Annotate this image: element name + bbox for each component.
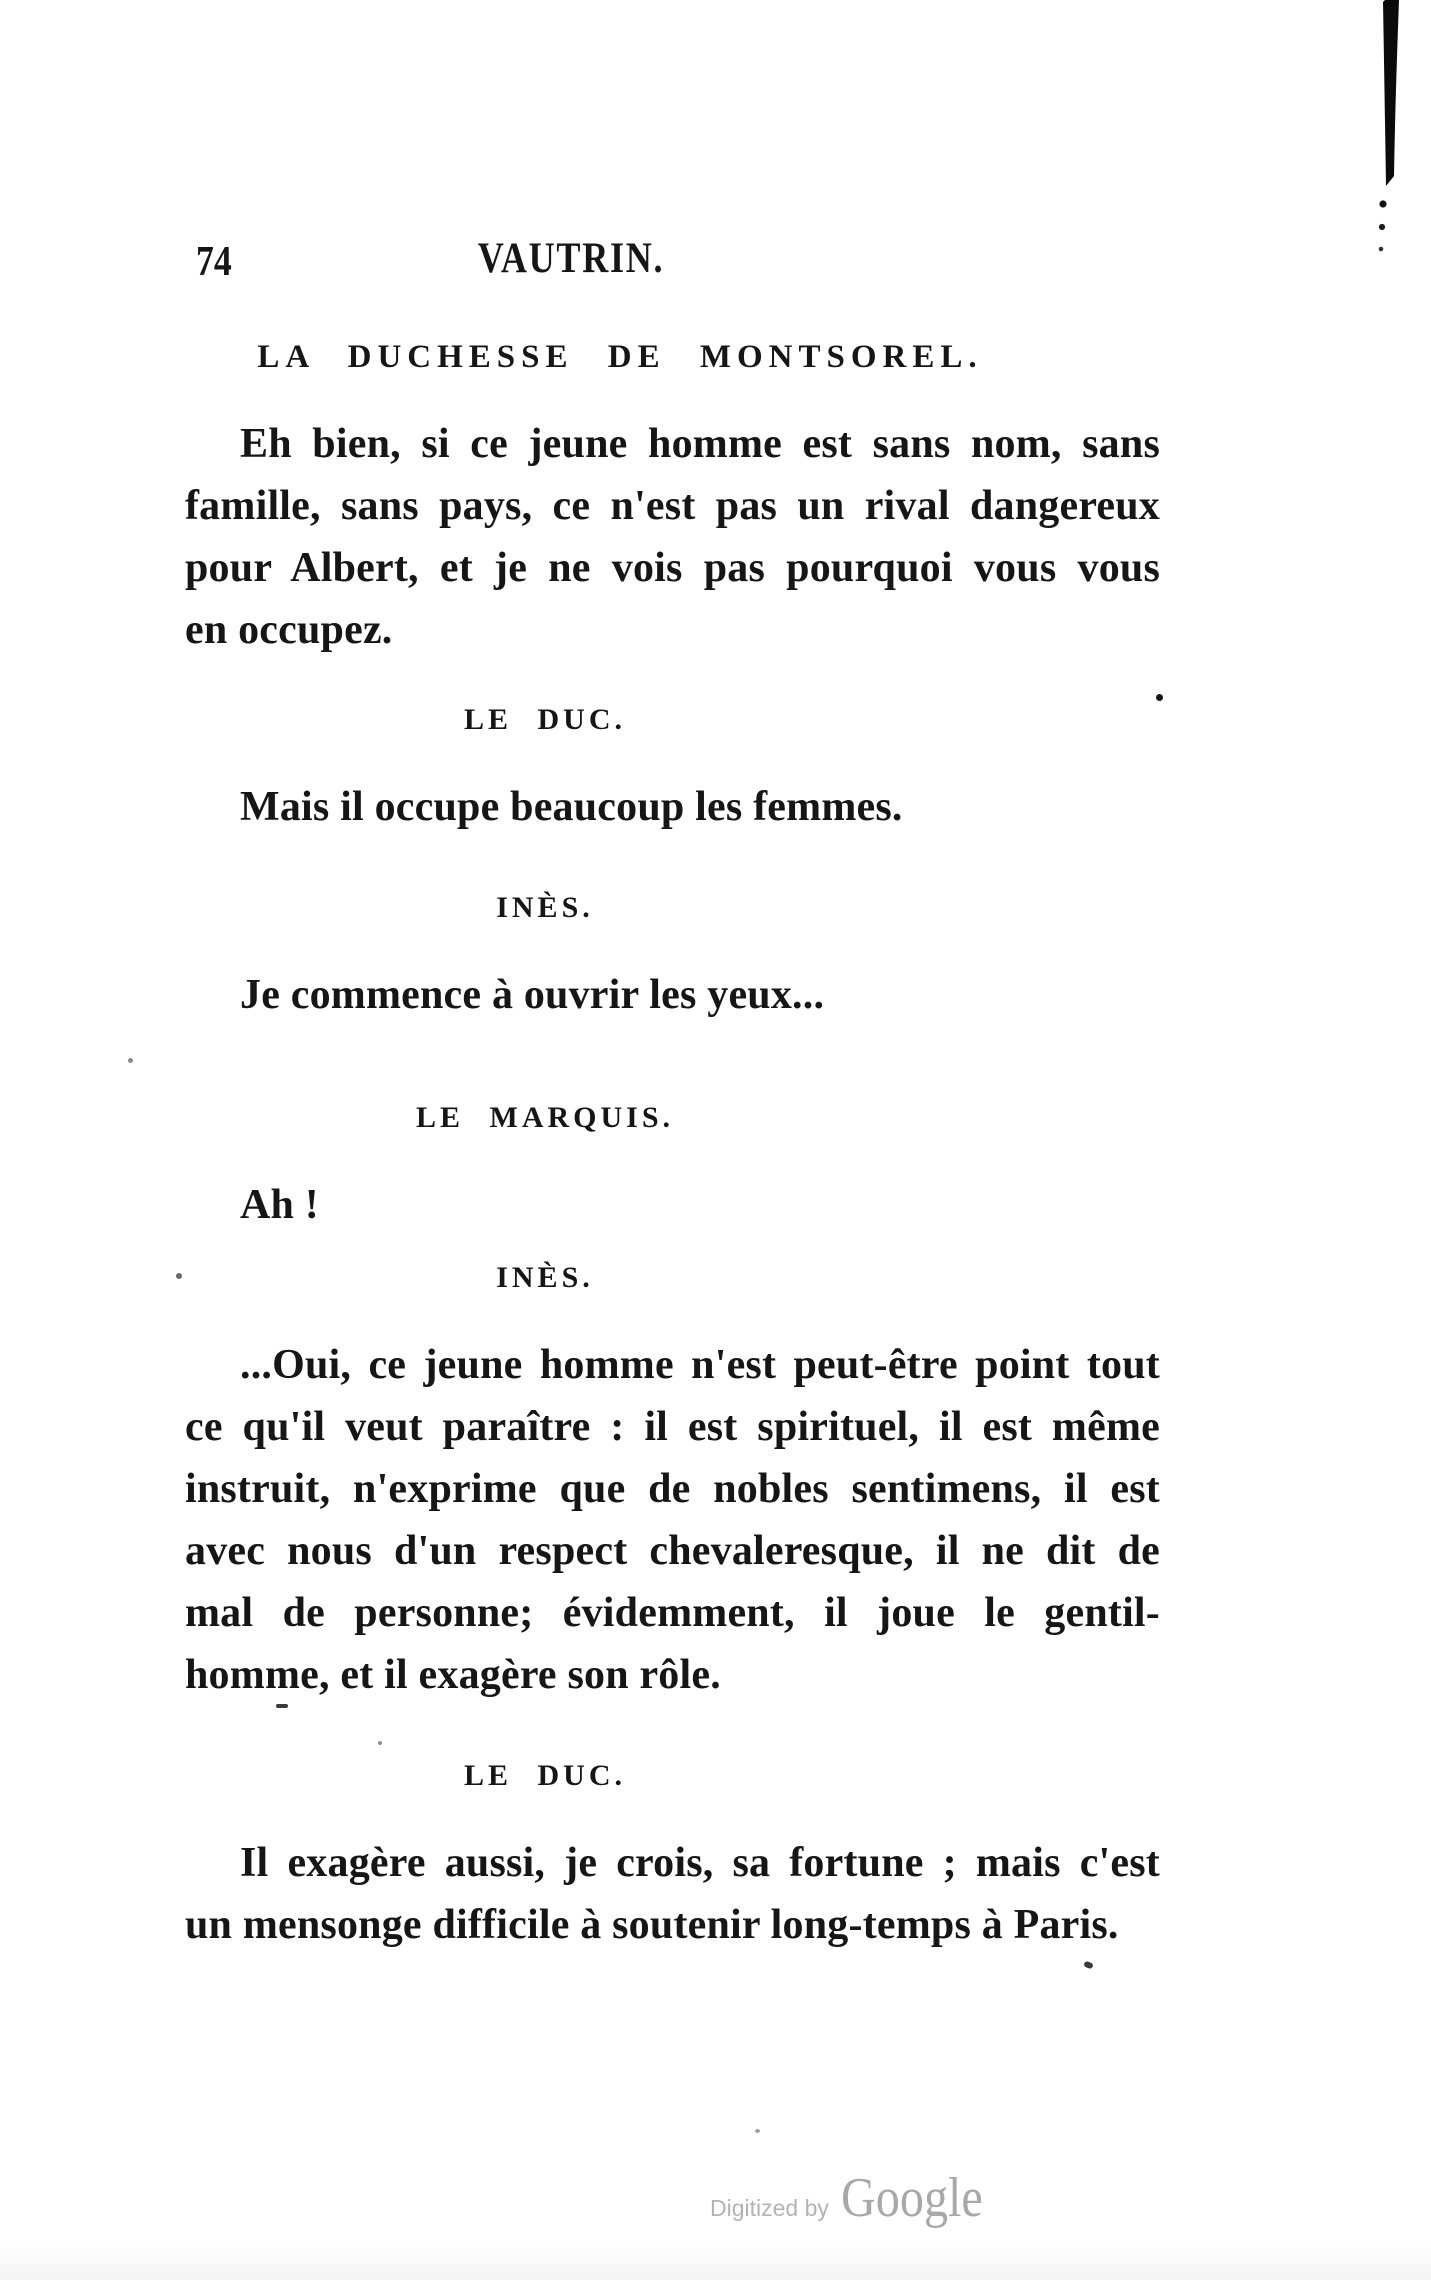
scan-speck	[378, 1741, 382, 1745]
text-line: en occupez.	[185, 607, 393, 653]
scan-speck	[755, 2129, 760, 2133]
running-title: VAUTRIN.	[477, 235, 665, 282]
text-line: instruit, n'exprime que de nobles sentimens, il est	[185, 1466, 1160, 1512]
text-line: avec nous d'un respect chevaleresque, il ne dit de	[185, 1528, 1160, 1574]
speaker-heading: LE MARQUIS.	[415, 1101, 675, 1134]
text-line: Il exagère aussi, je crois, sa fortune ; mais c'est	[240, 1840, 1160, 1886]
speaker-heading: LE DUC.	[463, 1759, 626, 1792]
page-number: 74	[196, 239, 232, 285]
scan-speck	[128, 1058, 133, 1063]
speech-block	[0, 1756, 1431, 1956]
speaker-heading: LE DUC.	[463, 703, 626, 736]
google-logo: Google	[840, 2167, 983, 2229]
scan-speck	[276, 1704, 288, 1708]
scan-speck	[1156, 694, 1163, 701]
text-line: ce qu'il veut paraître : il est spirituel, il est même	[185, 1404, 1160, 1450]
text-line: Eh bien, si ce jeune homme est sans nom, sans	[240, 421, 1160, 467]
speech-paragraph	[185, 1174, 1160, 1236]
text-line: Je commence à ouvrir les yeux...	[240, 972, 825, 1018]
speech-paragraph	[185, 776, 1160, 838]
watermark	[710, 2166, 1006, 2230]
digitized-by-label: Digitized by	[710, 2195, 829, 2221]
speaker-heading: INÈS.	[496, 1261, 594, 1294]
speech-paragraph	[185, 1334, 1160, 1706]
speech-block	[0, 700, 1431, 838]
speech-paragraph	[185, 964, 1160, 1026]
speech-block	[0, 1258, 1431, 1706]
text-line: Ah !	[240, 1182, 319, 1228]
speech-paragraph	[185, 413, 1160, 661]
text-line: Mais il occupe beaucoup les femmes.	[240, 784, 903, 830]
text-line: famille, sans pays, ce n'est pas un rival dangereux	[185, 483, 1160, 529]
speaker-heading: LA DUCHESSE DE MONTSOREL.	[257, 339, 983, 375]
text-line: ...Oui, ce jeune homme n'est peut-être point tout	[240, 1342, 1160, 1388]
ink-stroke	[1352, 0, 1422, 270]
scan-speck	[176, 1273, 182, 1279]
speech-block	[0, 888, 1431, 1026]
speech-paragraph	[185, 1832, 1160, 1956]
text-line: homme, et il exagère son rôle.	[185, 1652, 721, 1698]
speaker-heading: INÈS.	[496, 891, 594, 924]
text-line: mal de personne; évidemment, il joue le gentil-	[185, 1590, 1160, 1636]
speech-block	[0, 1098, 1431, 1236]
text-line: un mensonge difficile à soutenir long-temps à Paris.	[185, 1902, 1119, 1948]
scan-speck	[1083, 1961, 1094, 1970]
speech-block	[0, 337, 1431, 661]
text-line: pour Albert, et je ne vois pas pourquoi vous vous	[185, 545, 1160, 591]
